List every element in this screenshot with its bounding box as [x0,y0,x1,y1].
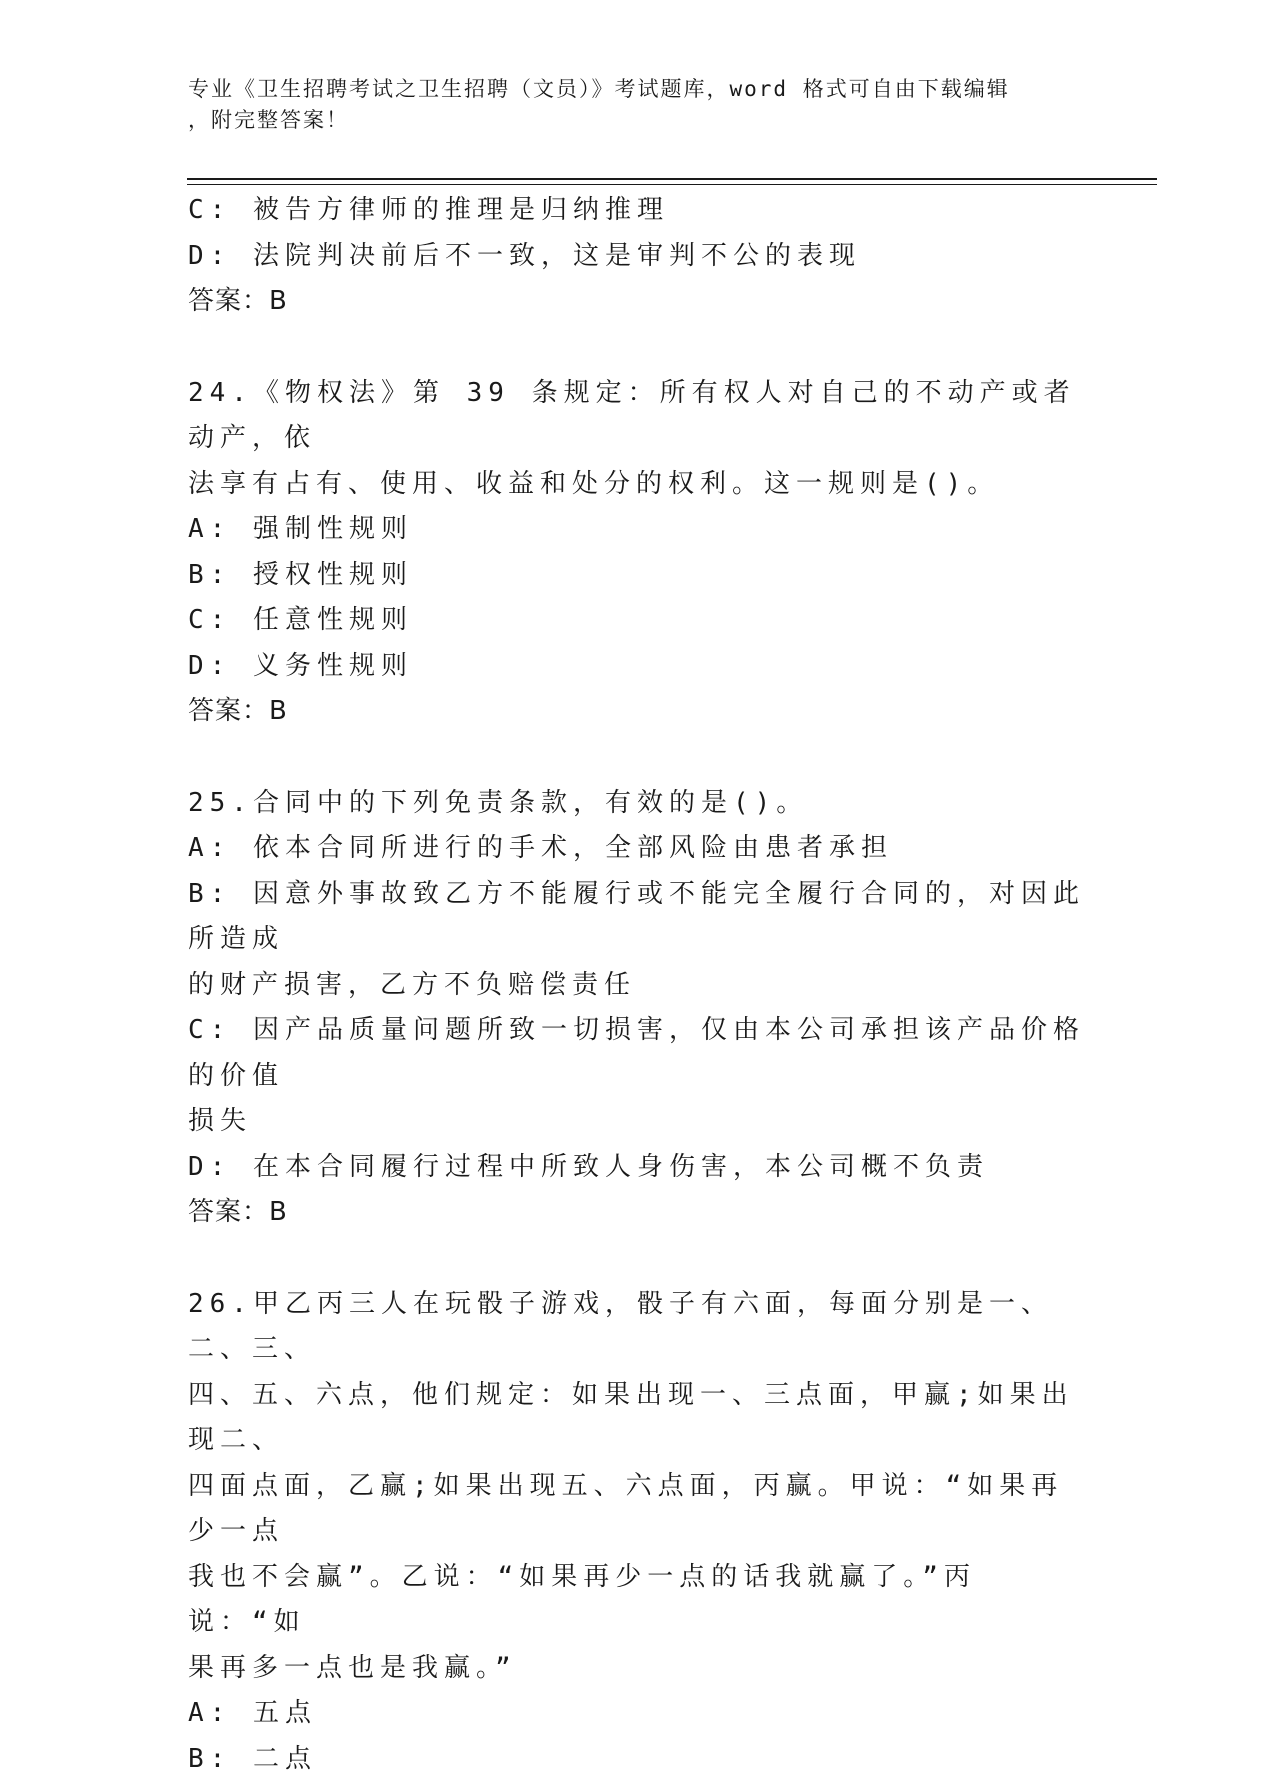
question-25 [188,781,1088,1236]
spacer [188,1236,1088,1282]
header-title-line-2: ，附完整答案！ [188,105,1068,136]
option-b: B: 因意外事故致乙方不能履行或不能完全履行合同的，对因此所造成 [188,872,1088,963]
spacer [188,325,1088,371]
answer-line: 答案：B [188,279,1088,325]
header-divider-thick [187,178,1157,180]
option-a: A: 五点 [188,1691,1088,1737]
option-d: D: 在本合同履行过程中所致人身伤害，本公司概不负责 [188,1145,1088,1191]
option-b-continued: 的财产损害，乙方不负赔偿责任 [188,963,1088,1009]
question-stem-line: 25.合同中的下列免责条款，有效的是()。 [188,781,1088,827]
option-a: A: 强制性规则 [188,507,1088,553]
question-stem-line: 四、五、六点，他们规定：如果出现一、三点面，甲赢;如果出现二、 [188,1373,1088,1464]
question-stem-line: 24.《物权法》第 39 条规定：所有权人对自己的不动产或者动产，依 [188,371,1088,462]
question-26 [188,1282,1088,1782]
header-divider-thin [187,184,1157,185]
option-c-continued: 损失 [188,1099,1088,1145]
option-d: D: 法院判决前后不一致，这是审判不公的表现 [188,234,1088,280]
question-23-tail [188,188,1088,325]
answer-line: 答案：B [188,1190,1088,1236]
question-stem-line: 我也不会赢”。乙说：“如果再少一点的话我就赢了。”丙说：“如 [188,1555,1088,1646]
answer-line: 答案：B [188,689,1088,735]
question-stem-line: 果再多一点也是我赢。” [188,1646,1088,1692]
option-b: B: 二点 [188,1737,1088,1782]
option-c: C: 任意性规则 [188,598,1088,644]
page-header [188,74,1068,136]
question-24 [188,371,1088,735]
header-title-line-1: 专业《卫生招聘考试之卫生招聘（文员）》考试题库，word 格式可自由下载编辑 [188,74,1068,105]
option-b: B: 授权性规则 [188,553,1088,599]
spacer [188,735,1088,781]
question-stem-line: 26.甲乙丙三人在玩骰子游戏，骰子有六面，每面分别是一、二、三、 [188,1282,1088,1373]
question-stem-line: 四面点面，乙赢;如果出现五、六点面，丙赢。甲说：“如果再少一点 [188,1464,1088,1555]
option-d: D: 义务性规则 [188,644,1088,690]
option-c: C: 因产品质量问题所致一切损害，仅由本公司承担该产品价格的价值 [188,1008,1088,1099]
question-stem-line: 法享有占有、使用、收益和处分的权利。这一规则是()。 [188,462,1088,508]
option-a: A: 依本合同所进行的手术，全部风险由患者承担 [188,826,1088,872]
option-c: C: 被告方律师的推理是归纳推理 [188,188,1088,234]
question-content [188,188,1088,1782]
